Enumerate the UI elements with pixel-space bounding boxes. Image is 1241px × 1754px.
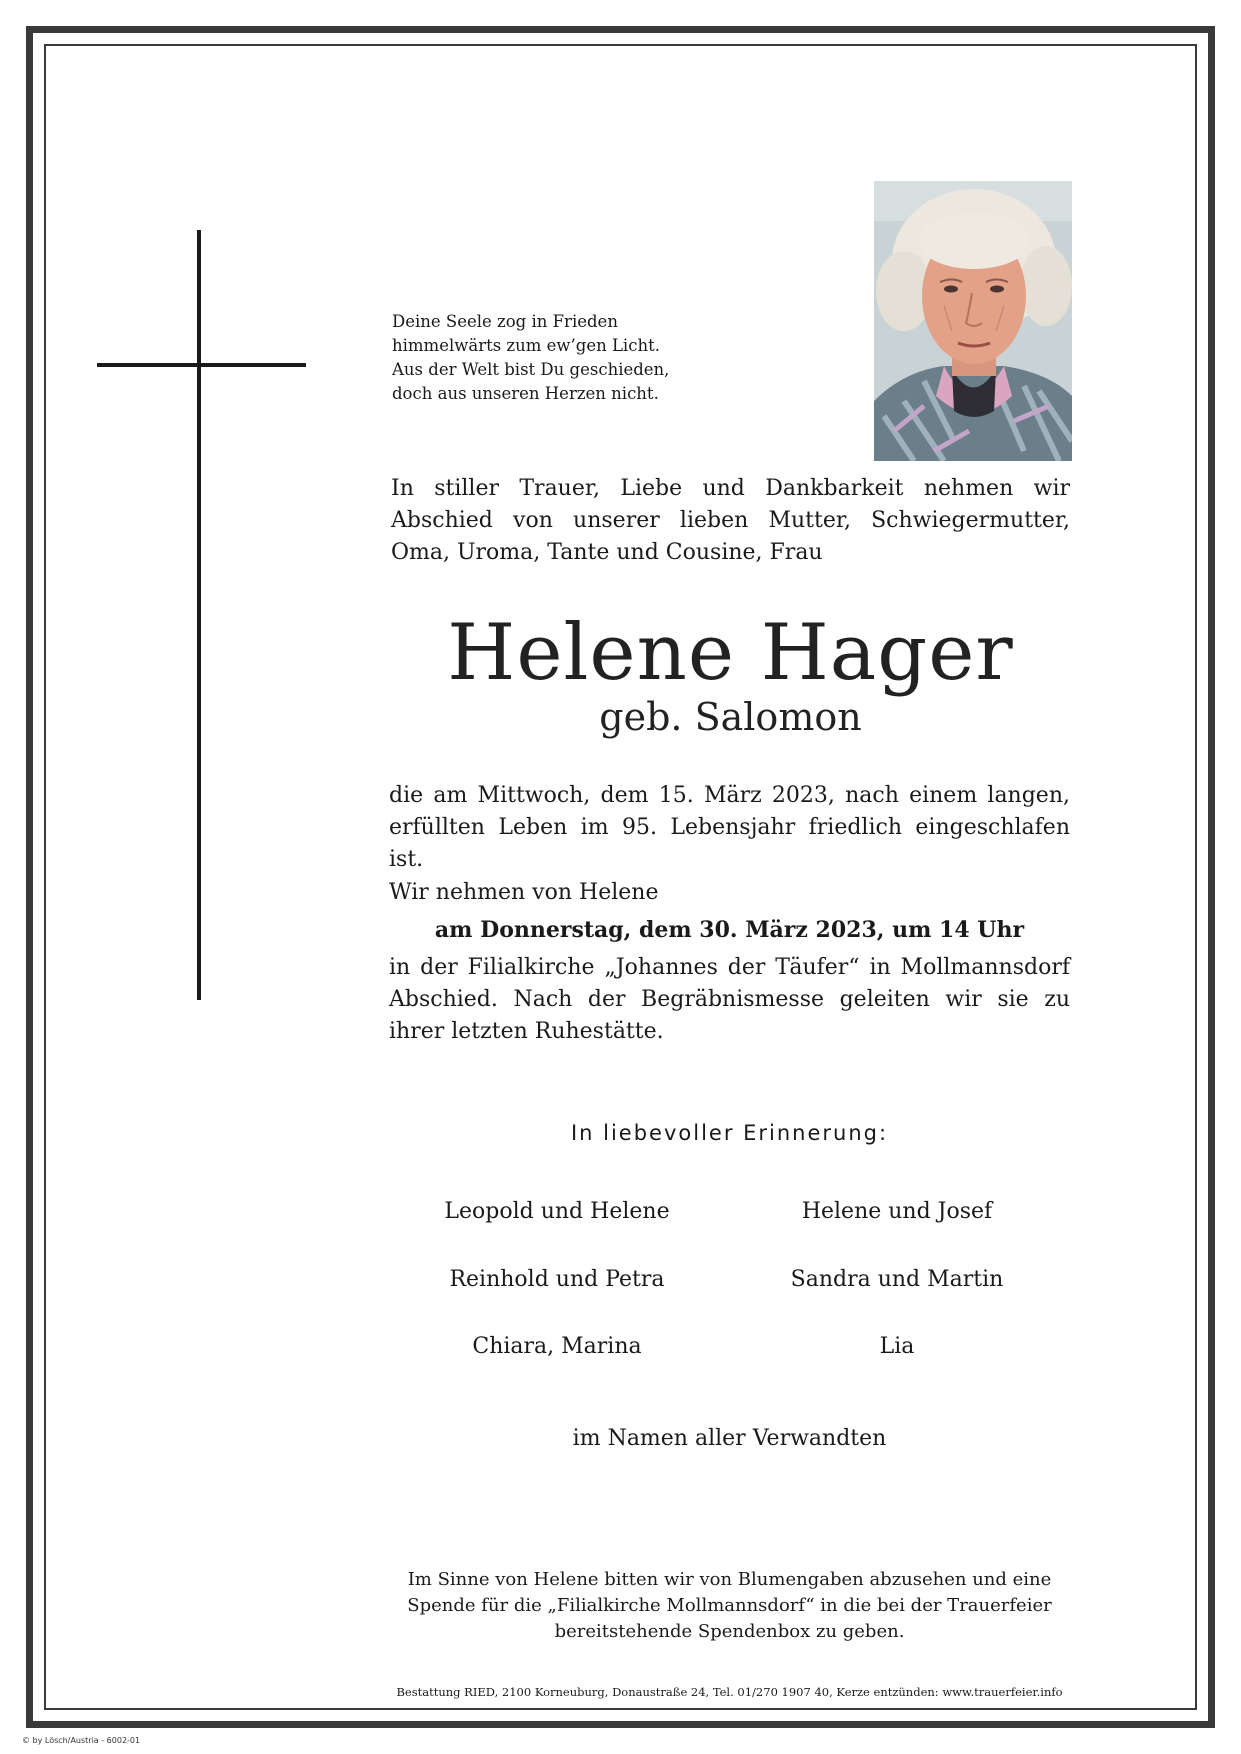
- verse-line: himmelwärts zum ew’gen Licht.: [392, 336, 660, 355]
- portrait-illustration: [874, 181, 1072, 461]
- donation-request: [389, 1567, 1070, 1645]
- funeral-place: in der Filialkirche „Johannes der Täufer“ in Mollmannsdorf Abschied. Nach der Begräbnismesse geleiten wir sie zu ihrer letzten Ruhestätte.: [389, 955, 1070, 1044]
- cross-vertical-bar: [197, 230, 201, 1000]
- mourner-name: Reinhold und Petra: [449, 1267, 665, 1292]
- verse-line: Deine Seele zog in Frieden: [392, 312, 618, 331]
- intro-paragraph: In stiller Trauer, Liebe und Dankbarkeit nehmen wir Abschied von unserer lieben Mutter, Schwiegermutter, Oma, Uroma, Tante und Cousine, Frau: [391, 476, 1070, 565]
- donation-line: Im Sinne von Helene bitten wir von Blumengaben abzusehen und eine: [407, 1569, 1052, 1590]
- mourner-name: Lia: [879, 1334, 915, 1359]
- copyright-note: © by Lösch/Austria - 6002-01: [22, 1736, 141, 1745]
- mourner-name: Helene und Josef: [801, 1199, 993, 1224]
- memory-heading: In liebevoller Erinnerung:: [570, 1121, 889, 1145]
- death-notice: die am Mittwoch, dem 15. März 2023, nach einem langen, erfüllten Leben im 95. Lebensjahr friedlich eingeschlafen ist.: [389, 783, 1070, 872]
- funeral-home-footer: Bestattung RIED, 2100 Korneuburg, Donaustraße 24, Tel. 01/270 1907 40, Kerze entzünden: www.trauerfeier.info: [396, 1685, 1063, 1699]
- donation-line: Spende für die „Filialkirche Mollmannsdorf“ in die bei der Trauerfeier: [407, 1595, 1052, 1616]
- donation-line: bereitstehende Spendenbox zu geben.: [554, 1621, 905, 1642]
- signoff: im Namen aller Verwandten: [572, 1426, 887, 1451]
- mourner-name: Chiara, Marina: [472, 1334, 642, 1359]
- funeral-intro: Wir nehmen von Helene: [389, 880, 659, 905]
- verse-line: Aus der Welt bist Du geschieden,: [392, 360, 670, 379]
- mourner-name: Leopold und Helene: [444, 1199, 670, 1224]
- cross-horizontal-bar: [97, 363, 306, 367]
- maiden-name: geb. Salomon: [599, 695, 862, 739]
- memorial-verse: [392, 310, 669, 406]
- deceased-name: Helene Hager: [447, 608, 1014, 698]
- verse-line: doch aus unseren Herzen nicht.: [392, 384, 659, 403]
- funeral-date: am Donnerstag, dem 30. März 2023, um 14 Uhr: [434, 917, 1025, 943]
- portrait-photo: [874, 181, 1072, 461]
- mourner-name: Sandra und Martin: [790, 1267, 1004, 1292]
